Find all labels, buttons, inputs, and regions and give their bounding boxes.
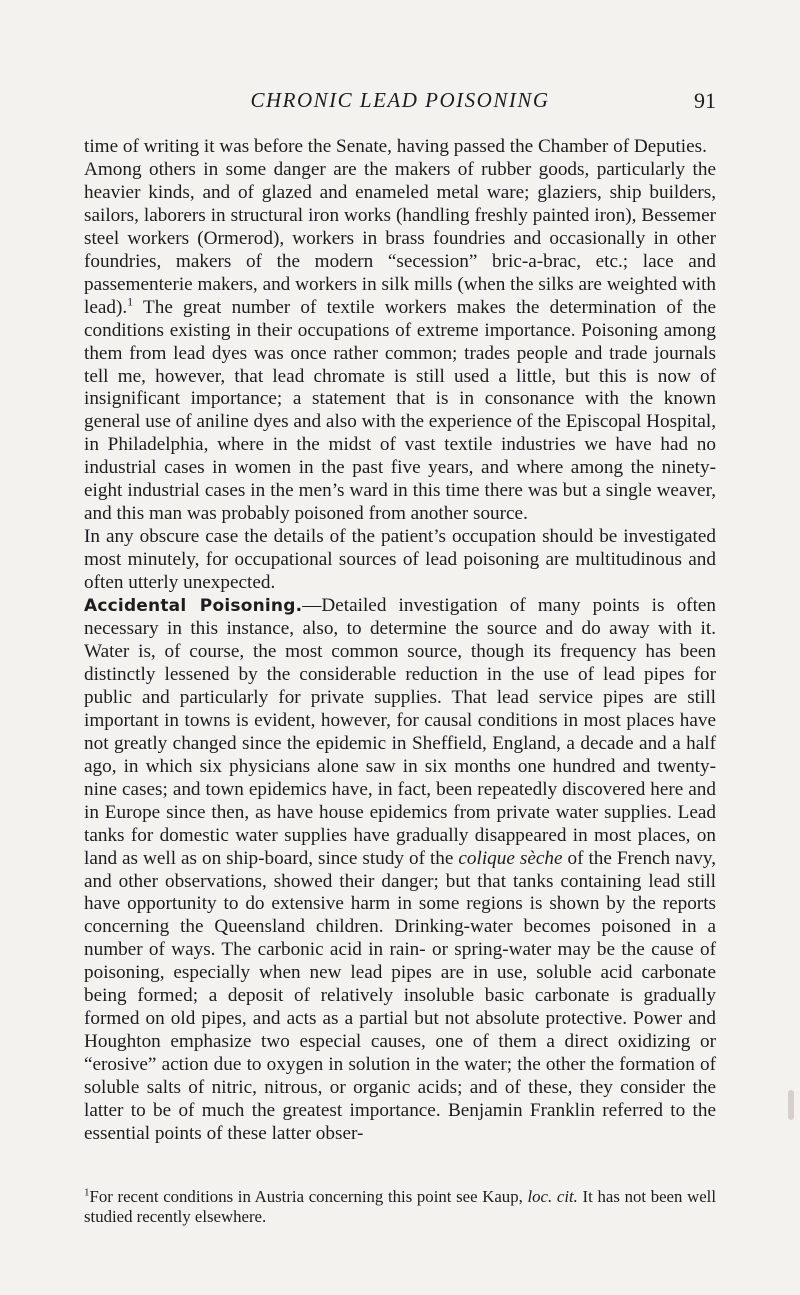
footnote-citation: loc. cit. xyxy=(527,1187,578,1206)
paragraph-text: Among others in some danger are the makers of rubber goods, particularly the heavier kinds, and of glazed and enameled metal ware; glaziers, ship builders, sailors, laborers in structural iron works (handling freshly painted iron), Bessemer steel workers (Ormerod), workers in brass foundries and occasionally in other foundries, makers of the modern “secession” bric-a-brac, etc.; lace and passementerie makers, and workers in silk mills (when the silks are weighted with lead). xyxy=(84,158,716,318)
paragraph-obscure-cases xyxy=(84,526,716,595)
footnote-text: It has not been well studied recently elsewhere. xyxy=(84,1187,716,1226)
footnote-text: For recent conditions in Austria concerning this point see Kaup, xyxy=(89,1187,528,1206)
paragraph-continuation xyxy=(84,136,716,159)
paragraph-accidental-poisoning xyxy=(84,595,716,1146)
paragraph-text: —Detailed investigation of many points is often necessary in this instance, also, to determine the source and do away with it. Water is, of course, the most common source, though its frequency has been distinctly lessened by the considerable reduction in the use of lead pipes for public and particularly for private supplies. That lead service pipes are still important in towns is evident, however, for causal conditions in most places have not greatly changed since the epidemic in Sheffield, England, a decade and a half ago, in which six physicians alone saw in six months one hundred and twenty-nine cases; and town epidemics have, in fact, been repeatedly discovered here and in Europe since then, as have house epidemics from private water supplies. Lead tanks for domestic water supplies have gradually disappeared in most places, on land as well as on ship-board, since study of the xyxy=(84,595,717,869)
paragraph-text: of the French navy, and other observations, showed their danger; but that tanks containing lead still have opportunity to do extensive harm in some regions is shown by the reports concerning the Queensland children. Drinking-water becomes poisoned in a number of ways. The carbonic acid in rain- or spring-water may be the cause of poisoning, especially when new lead pipes are in use, soluble acid carbonate being formed; a deposit of relatively insoluble basic carbonate is gradually formed on old pipes, and acts as a partial but not absolute protective. Power and Houghton emphasize two especial causes, one of them a direct oxidizing or “erosive” action due to oxygen in solution in the water; the other the formation of soluble salts of nitric, nitrous, or organic acids; and of these, they consider the latter to be of much the greatest importance. Benjamin Franklin referred to the essential points of these latter obser- xyxy=(84,847,716,1144)
footnote xyxy=(84,1187,716,1226)
footnote-mark: 1 xyxy=(84,1186,90,1199)
paragraph-text: In any obscure case the details of the patient’s occupation should be investigated most minutely, for occupational sources of lead poisoning are multitudinous and often utterly unexpected. xyxy=(84,526,716,594)
italic-term: colique sèche xyxy=(458,847,563,869)
paragraph-occupations xyxy=(84,159,716,526)
page-number: 91 xyxy=(694,88,716,113)
page-mark xyxy=(788,1090,794,1120)
footnote-reference[interactable]: 1 xyxy=(127,294,134,309)
section-heading: Accidental Poisoning. xyxy=(84,596,303,617)
running-head xyxy=(84,88,716,118)
running-title: CHRONIC LEAD POISONING xyxy=(250,88,550,112)
paragraph-text: time of writing it was before the Senate, having passed the Chamber of Deputies. xyxy=(84,136,707,157)
paragraph-text: The great number of textile workers makes the determination of the conditions existing in their occupations of extreme importance. Poisoning among them from lead dyes was once rather common; trades people and trade journals tell me, however, that lead chromate is still used a little, but this is now of insignificant importance; a statement that is in consonance with the known general use of aniline dyes and also with the experience of the Episcopal Hospital, in Philadelphia, where in the midst of vast textile industries we have had no industrial cases in women in the past five years, and where among the ninety-eight industrial cases in the men’s ward in this time there was but a single weaver, and this man was probably poisoned from another source. xyxy=(84,296,716,525)
body-text xyxy=(84,136,716,1146)
